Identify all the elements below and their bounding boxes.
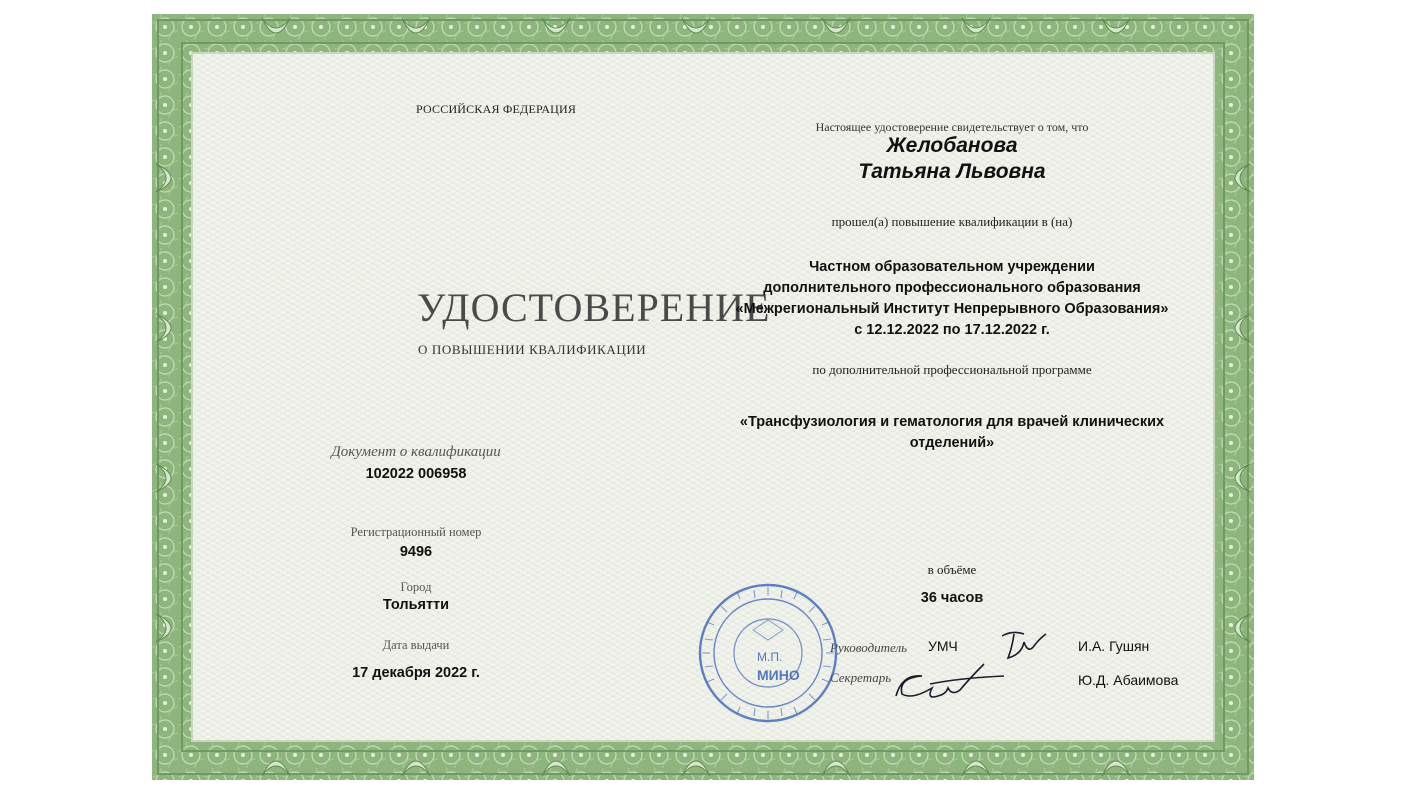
document-subtitle: О ПОВЫШЕНИИ КВАЛИФИКАЦИИ [418, 342, 647, 357]
volume-label: в объёме [927, 562, 977, 577]
study-period: с 12.12.2022 по 17.12.2022 г. [854, 322, 1050, 338]
program-line-1: «Трансфузиология и гематология для врачей клинических [739, 414, 1165, 430]
org-line-2: дополнительного профессионального образования [763, 280, 1141, 296]
issue-date: 17 декабря 2022 г. [352, 665, 480, 681]
reg-label: Регистрационный номер [350, 525, 482, 539]
stamp-mp: М.П. [757, 650, 783, 664]
program-line-2: отделений» [909, 435, 995, 451]
head-name: И.А. Гушян [1078, 638, 1150, 654]
org-line-3: «Межрегиональный Институт Непрерывного Образования» [735, 301, 1169, 317]
surname: Желобанова [886, 134, 1018, 157]
given-names: Татьяна Львовна [858, 160, 1046, 183]
reg-number: 9496 [399, 544, 433, 560]
passed-text: прошел(а) повышение квалификации в (на) [831, 214, 1073, 229]
date-label: Дата выдачи [382, 638, 450, 652]
secretary-name: Ю.Д. Абаимова [1078, 672, 1179, 688]
program-label: по дополнительной профессиональной программе [812, 362, 1092, 377]
org-line-1: Частном образовательном учреждении [809, 259, 1095, 275]
doc-number: 102022 006958 [365, 466, 467, 482]
official-stamp [697, 582, 839, 724]
volume-hours: 36 часов [920, 590, 984, 606]
city-value: Тольятти [382, 597, 450, 613]
head-dept: УМЧ [928, 638, 958, 654]
secretary-signature [890, 660, 1010, 706]
certificate [152, 14, 1254, 780]
head-role: Руководитель [830, 640, 908, 655]
intro-text: Настоящее удостоверение свидетельствует о том, что [815, 120, 1089, 134]
document-title: УДОСТОВЕРЕНИЕ [417, 285, 771, 330]
stamp-mino: МИНО [757, 667, 800, 683]
country-label: РОССИЙСКАЯ ФЕДЕРАЦИЯ [416, 102, 577, 116]
secretary-role: Секретарь [830, 670, 892, 685]
doc-label: Документ о квалификации [331, 444, 501, 460]
city-label: Город [400, 580, 432, 594]
